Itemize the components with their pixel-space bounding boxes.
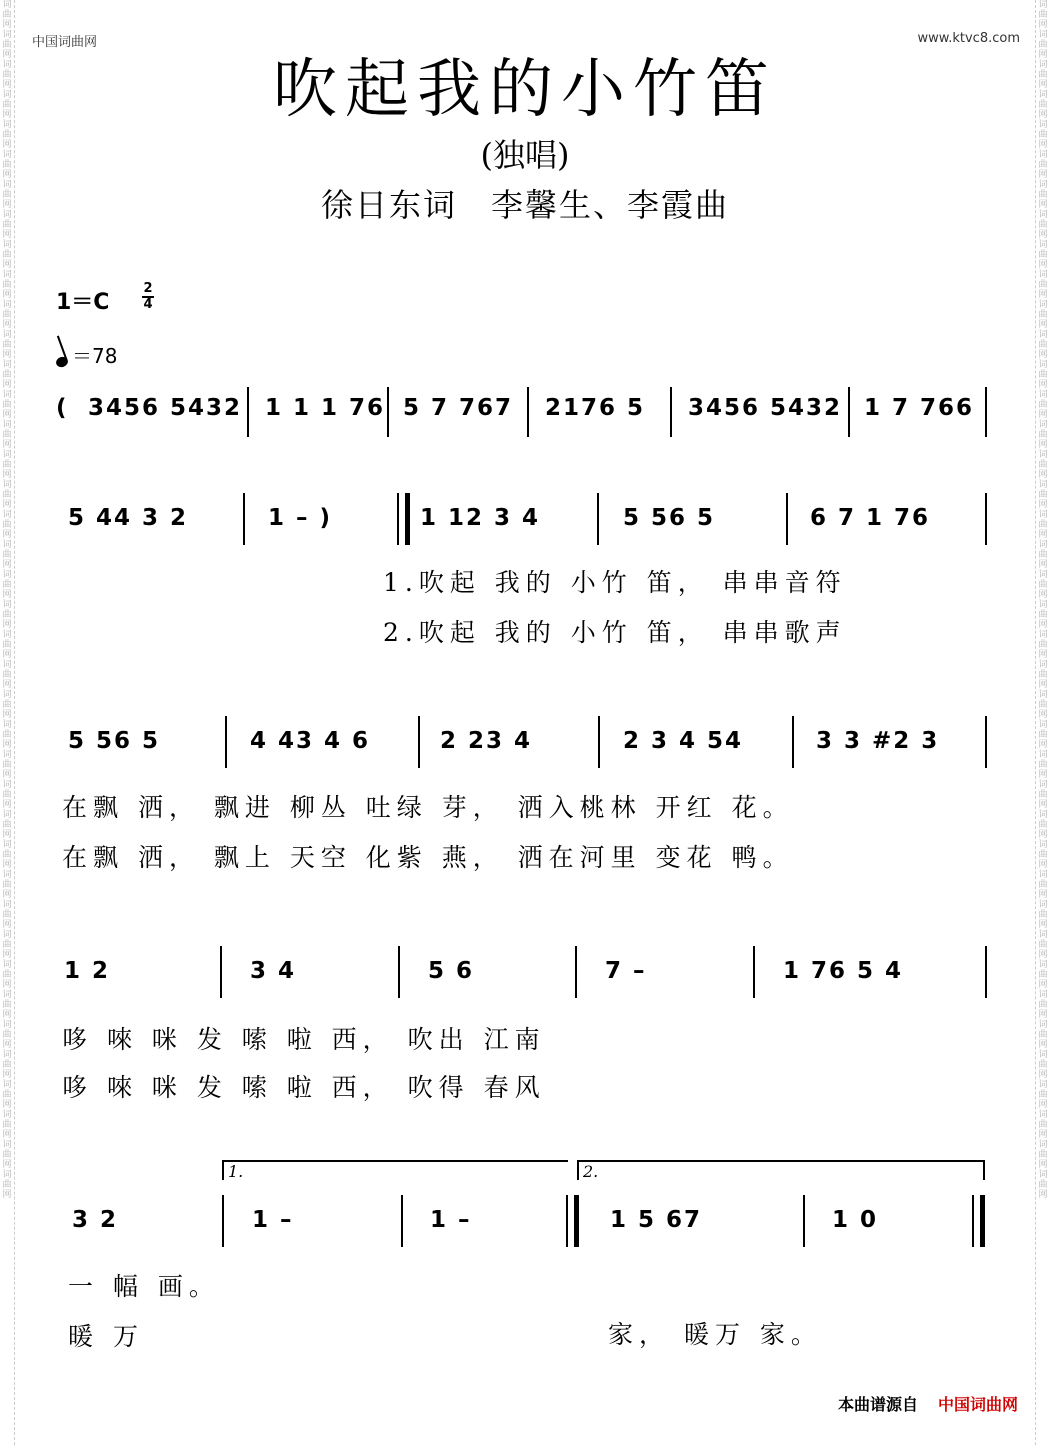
- song-subtitle: (独唱): [480, 136, 570, 174]
- barline: [985, 387, 987, 437]
- time-top: 2: [143, 281, 153, 296]
- measure: 1 –: [252, 1207, 294, 1233]
- lyrics-verse-2b: 家， 暖万 家。: [608, 1320, 822, 1349]
- measure: 4 43 4 6: [250, 728, 371, 754]
- barline: [247, 387, 249, 437]
- intro-paren: (: [56, 395, 69, 421]
- measure: 1 1 1 76: [265, 395, 386, 421]
- measure: 3 3 #2 3: [816, 728, 940, 754]
- site-name-left: 中国词曲网: [32, 35, 98, 50]
- tempo-value: ＝78: [72, 344, 118, 368]
- measure: 5 7 767: [403, 395, 514, 421]
- barline: [792, 716, 794, 768]
- barline: [222, 1195, 224, 1247]
- measure: 6 7 1 76: [810, 505, 931, 531]
- barline: [848, 387, 850, 437]
- measure: 2 3 4 54: [623, 728, 744, 754]
- tempo-marking: [56, 340, 117, 369]
- time-bottom: 4: [143, 297, 153, 312]
- measure: 3456 5432: [88, 395, 243, 421]
- measure: 5 56 5: [68, 728, 161, 754]
- barline: [670, 387, 672, 437]
- barline: [753, 946, 755, 998]
- site-url-right[interactable]: www.ktvc8.com: [917, 31, 1020, 46]
- barline: [575, 946, 577, 998]
- barline: [225, 716, 227, 768]
- lyrics-verse-2: 哆 唻 咪 发 嗦 啦 西， 吹得 春风: [62, 1073, 546, 1102]
- lyrics-verse-2a: 暖 万: [68, 1322, 144, 1351]
- final-barline: [972, 1195, 985, 1247]
- barline: [220, 946, 222, 998]
- measure: 1 76 5 4: [783, 958, 904, 984]
- time-signature: [142, 282, 154, 312]
- volta-second-ending: 2.: [577, 1160, 985, 1180]
- measure: 1 –: [430, 1207, 472, 1233]
- measure: 1 7 766: [864, 395, 975, 421]
- barline: [527, 387, 529, 437]
- lyrics-verse-1: 在飘 洒， 飘进 柳丛 吐绿 芽， 洒入桃林 开红 花。: [62, 793, 794, 822]
- repeat-end-barline: [566, 1195, 579, 1247]
- measure: 1 – ): [268, 505, 333, 531]
- measure: 3 2: [72, 1207, 119, 1233]
- measure: 2 23 4: [440, 728, 533, 754]
- song-title: 吹起我的小竹笛: [273, 53, 777, 127]
- barline: [418, 716, 420, 768]
- measure: 3456 5432: [688, 395, 843, 421]
- left-watermark-strip: 词曲网词曲网词曲网词曲网词曲网词曲网词曲网词曲网词曲网词曲网词曲网词曲网词曲网词曲网词曲网词曲网词曲网词曲网词曲网词曲网词曲网词曲网词曲网词曲网词曲网词曲网词曲网词曲网词曲网词曲网词曲网词曲网词曲网词曲网词曲网词曲网词曲网词曲网词曲网词曲网: [0, 0, 15, 1445]
- measure: 5 56 5: [623, 505, 716, 531]
- barline: [598, 716, 600, 768]
- right-watermark-strip: 词曲网词曲网词曲网词曲网词曲网词曲网词曲网词曲网词曲网词曲网词曲网词曲网词曲网词曲网词曲网词曲网词曲网词曲网词曲网词曲网词曲网词曲网词曲网词曲网词曲网词曲网词曲网词曲网词曲网词曲网词曲网词曲网词曲网词曲网词曲网词曲网词曲网词曲网词曲网词曲网: [1035, 0, 1050, 1445]
- measure: 1 5 67: [610, 1207, 703, 1233]
- source-label: 本曲谱源自: [837, 1395, 918, 1414]
- barline: [401, 1195, 403, 1247]
- measure: 5 6: [428, 958, 475, 984]
- measure: 1 2: [64, 958, 111, 984]
- volta-first-ending: 1.: [222, 1160, 568, 1180]
- measure: 3 4: [250, 958, 297, 984]
- barline: [786, 493, 788, 545]
- barline: [803, 1195, 805, 1247]
- repeat-start-barline: [397, 493, 410, 545]
- barline: [398, 946, 400, 998]
- measure: 1 12 3 4: [420, 505, 541, 531]
- barline: [387, 387, 389, 437]
- barline: [597, 493, 599, 545]
- barline: [985, 716, 987, 768]
- measure: 1 0: [832, 1207, 879, 1233]
- barline: [985, 493, 987, 545]
- barline: [985, 946, 987, 998]
- key-signature: 1＝C: [56, 290, 110, 315]
- measure: 7 –: [605, 958, 647, 984]
- lyrics-verse-2: 2.吹起 我的 小竹 笛， 串串歌声: [383, 618, 847, 647]
- lyrics-verse-2: 在飘 洒， 飘上 天空 化紫 燕， 洒在河里 变花 鸭。: [62, 843, 794, 872]
- half-note-icon: [55, 355, 70, 369]
- measure: 5 44 3 2: [68, 505, 189, 531]
- song-credits: 徐日东词 李馨生、李霞曲: [320, 186, 729, 224]
- barline: [243, 493, 245, 545]
- lyrics-verse-1: 一 幅 画。: [68, 1272, 220, 1301]
- lyrics-verse-1: 哆 唻 咪 发 嗦 啦 西， 吹出 江南: [62, 1025, 546, 1054]
- source-site-link[interactable]: 中国词曲网: [937, 1395, 1018, 1414]
- measure: 2176 5: [545, 395, 646, 421]
- source-footer: [838, 1392, 1018, 1415]
- lyrics-verse-1: 1.吹起 我的 小竹 笛， 串串音符: [383, 568, 847, 597]
